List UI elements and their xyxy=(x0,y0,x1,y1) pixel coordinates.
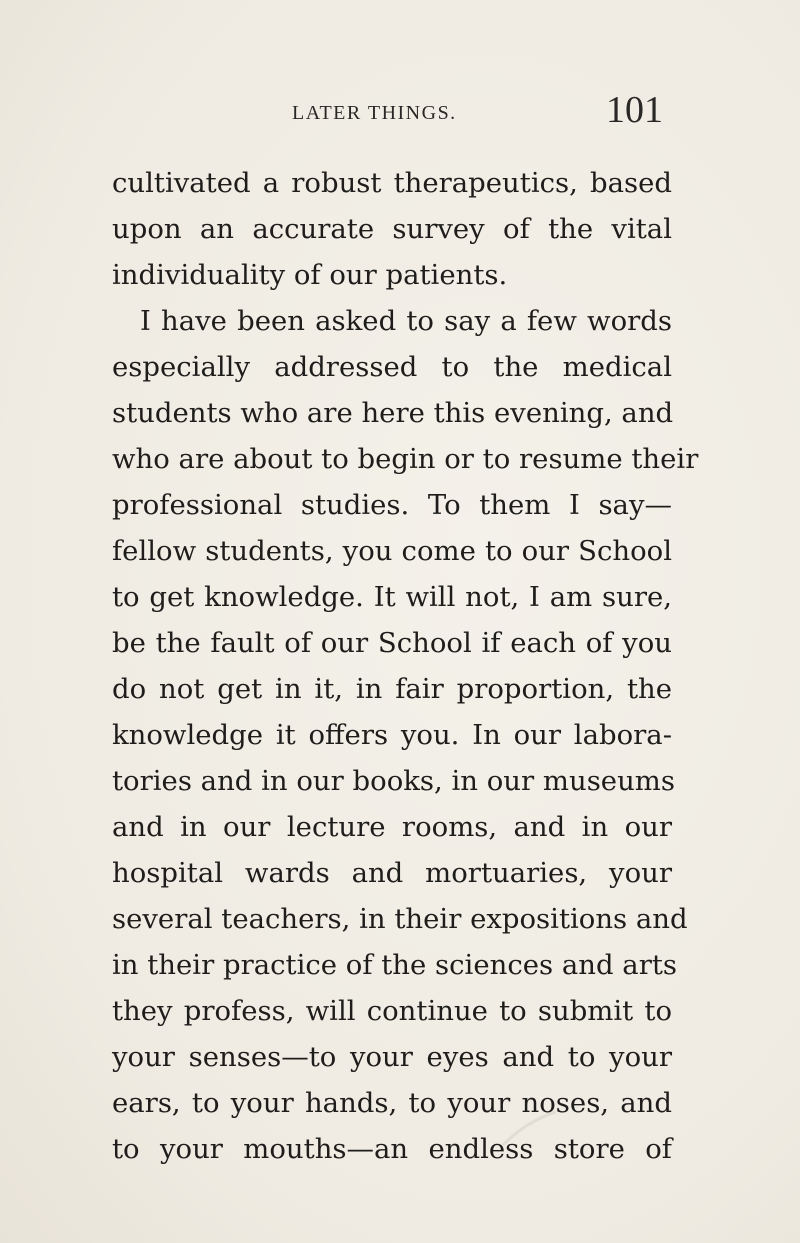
text-line: do not get in it, in fair proportion, the xyxy=(112,673,672,705)
text-line: and in our lecture rooms, and in our xyxy=(112,811,672,843)
text-line: individuality of our patients. xyxy=(112,259,508,291)
text-line: fellow students, you come to our School xyxy=(112,535,672,567)
text-line: knowledge it offers you. In our labora- xyxy=(112,719,672,751)
text-line: your senses—to your eyes and to your xyxy=(112,1041,672,1073)
text-line: ears, to your hands, to your noses, and xyxy=(112,1087,672,1119)
text-line: several teachers, in their expositions and xyxy=(112,903,688,935)
page-number: 101 xyxy=(606,89,663,131)
text-line: especially addressed to the medical xyxy=(112,351,672,383)
text-line: upon an accurate survey of the vital xyxy=(112,213,672,245)
text-line: to your mouths—an endless store of xyxy=(112,1133,672,1165)
text-line: I have been asked to say a few words xyxy=(140,305,672,337)
text-line: hospital wards and mortuaries, your xyxy=(112,857,672,889)
text-line: they profess, will continue to submit to xyxy=(112,995,672,1027)
text-line: cultivated a robust therapeutics, based xyxy=(112,167,672,199)
body-text xyxy=(112,160,699,1172)
running-head: LATER THINGS. xyxy=(292,102,457,124)
text-line: professional studies. To them I say— xyxy=(112,489,672,521)
text-line: tories and in our books, in our museums xyxy=(112,765,675,797)
text-line: in their practice of the sciences and arts xyxy=(112,949,678,981)
text-line: who are about to begin or to resume their xyxy=(112,443,699,475)
text-line: to get knowledge. It will not, I am sure, xyxy=(112,581,672,613)
text-line: students who are here this evening, and xyxy=(112,397,674,429)
paper-smudge xyxy=(498,1110,558,1150)
text-line: be the fault of our School if each of you xyxy=(112,627,672,659)
